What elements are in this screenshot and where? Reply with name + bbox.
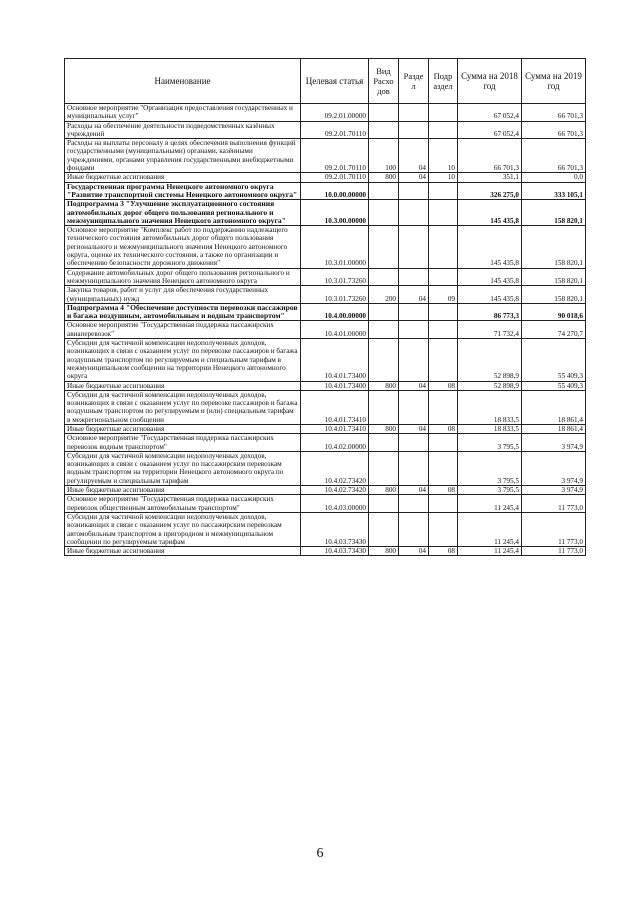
header-target-article: Целевая статья (301, 59, 369, 104)
row-target-article: 10.4.03.00000 (301, 495, 369, 513)
row-target-article: 10.4.03.73430 (301, 512, 369, 546)
row-expense-type: 800 (369, 547, 399, 556)
row-name: Закупка товаров, работ и услуг для обеспечения государственных (муниципальных) нужд (65, 286, 301, 304)
table-row (65, 200, 586, 226)
table-row (65, 495, 586, 513)
row-target-article: 10.4.01.73410 (301, 424, 369, 433)
row-sum-2018: 11 245,4 (458, 512, 522, 546)
row-section (399, 390, 429, 424)
row-expense-type: 800 (369, 424, 399, 433)
table-row (65, 139, 586, 173)
row-target-article: 10.0.00.00000 (301, 182, 369, 200)
row-subsection (429, 495, 458, 513)
row-sum-2018: 71 732,4 (458, 321, 522, 339)
row-subsection (429, 226, 458, 268)
row-section (399, 339, 429, 381)
row-sum-2019: 55 409,3 (522, 339, 586, 381)
row-sum-2018: 145 435,8 (458, 200, 522, 226)
row-expense-type (369, 200, 399, 226)
row-target-article: 10.4.03.73430 (301, 547, 369, 556)
row-section (399, 321, 429, 339)
row-subsection: 08 (429, 486, 458, 495)
table-row (65, 381, 586, 390)
row-sum-2018: 52 898,9 (458, 381, 522, 390)
row-subsection (429, 512, 458, 546)
row-sum-2018: 66 701,3 (458, 139, 522, 173)
row-sum-2019: 3 974,9 (522, 486, 586, 495)
row-name: Субсидии для частичной компенсации недополученных доходов, возникающих в связи с оказанием услуг по пассажирским перевозкам автомобильным транспортом в пригородном и межмуниципальном сообщении по регулируемым тарифам (65, 512, 301, 546)
row-section (399, 512, 429, 546)
row-sum-2019: 18 861,4 (522, 390, 586, 424)
row-section (399, 495, 429, 513)
row-section: 04 (399, 139, 429, 173)
row-expense-type: 800 (369, 381, 399, 390)
row-expense-type (369, 434, 399, 452)
row-name: Иные бюджетные ассигнования (65, 486, 301, 495)
row-sum-2019: 90 018,6 (522, 303, 586, 321)
row-target-article: 10.3.01.00000 (301, 226, 369, 268)
row-subsection (429, 200, 458, 226)
page-number: 6 (316, 846, 324, 861)
row-subsection (429, 339, 458, 381)
row-target-article: 10.4.01.00000 (301, 321, 369, 339)
row-subsection (429, 434, 458, 452)
table-row (65, 303, 586, 321)
row-sum-2019: 55 409,3 (522, 381, 586, 390)
row-section (399, 121, 429, 139)
row-sum-2018: 145 435,8 (458, 286, 522, 304)
row-section (399, 226, 429, 268)
row-expense-type: 800 (369, 486, 399, 495)
row-target-article: 09.2.01.70110 (301, 121, 369, 139)
table-row (65, 512, 586, 546)
row-expense-type (369, 226, 399, 268)
row-subsection (429, 303, 458, 321)
row-name: Субсидии для частичной компенсации недополученных доходов, возникающих в связи с оказанием услуг по перевозке пассажиров и багажа воздушным транспортом по регулируемым и (или) специальным тарифам в межрегиональном сообщении (65, 390, 301, 424)
row-name: Иные бюджетные ассигнования (65, 424, 301, 433)
row-target-article: 10.4.01.73400 (301, 339, 369, 381)
table-row (65, 182, 586, 200)
header-expense-type: Вид Расхо дов (369, 59, 399, 104)
row-subsection: 10 (429, 139, 458, 173)
row-name: Основное мероприятие "Комплекс работ по поддержанию надлежащего технического состояния автомобильных дорог общего пользования регионального и межмуниципального значения Ненецкого автономного округа, оценке их технического состояния, а также по организации и обеспечению безопасности дорожного движения" (65, 226, 301, 268)
table-row (65, 486, 586, 495)
row-name: Субсидии для частичной компенсации недополученных доходов, возникающих в связи с оказанием услуг по перевозке пассажиров и багажа воздушным транспортом по регулируемым и специальным тарифам в межмуниципальном сообщении на территории Ненецкого автономного округа (65, 339, 301, 381)
row-sum-2019: 333 105,1 (522, 182, 586, 200)
row-name: Государственная программа Ненецкого автономного округа "Развитие транспортной системы Ненецкого автономного округа" (65, 182, 301, 200)
row-target-article: 10.4.02.73420 (301, 486, 369, 495)
budget-table (64, 58, 586, 556)
row-sum-2019: 0,0 (522, 173, 586, 182)
row-target-article: 10.4.01.73400 (301, 381, 369, 390)
row-expense-type (369, 451, 399, 485)
table-row (65, 226, 586, 268)
table-row (65, 434, 586, 452)
row-name: Основное мероприятие "Организация предоставления государственных и муниципальных услуг" (65, 104, 301, 122)
table-row (65, 173, 586, 182)
row-name: Основное мероприятие "Государственная поддержка пассажирских перевозок водным транспортом" (65, 434, 301, 452)
header-subsection: Подр аздел (429, 59, 458, 104)
row-sum-2019: 158 820,1 (522, 268, 586, 286)
table-row (65, 424, 586, 433)
row-subsection: 08 (429, 547, 458, 556)
row-sum-2019: 66 701,3 (522, 139, 586, 173)
row-section (399, 303, 429, 321)
row-subsection (429, 121, 458, 139)
row-name: Расходы на выплаты персоналу в целях обеспечения выполнения функций государственными (муниципальными) органами, казёнными учреждениями, органами управления государственными внебюджетными фондами (65, 139, 301, 173)
row-sum-2019: 3 974,9 (522, 434, 586, 452)
row-name: Основное мероприятие "Государственная поддержка пассажирских авиаперевозок" (65, 321, 301, 339)
row-sum-2018: 18 833,5 (458, 424, 522, 433)
row-sum-2019: 74 270,7 (522, 321, 586, 339)
row-section: 04 (399, 486, 429, 495)
row-sum-2019: 11 773,0 (522, 495, 586, 513)
row-sum-2018: 67 052,4 (458, 121, 522, 139)
row-sum-2018: 145 435,8 (458, 226, 522, 268)
row-expense-type (369, 104, 399, 122)
row-section: 04 (399, 547, 429, 556)
header-name: Наименование (65, 59, 301, 104)
row-target-article: 09.2.01.70110 (301, 139, 369, 173)
row-name: Основное мероприятие "Государственная поддержка пассажирских перевозок общественным автомобильным транспортом" (65, 495, 301, 513)
row-target-article: 09.2.01.00000 (301, 104, 369, 122)
row-name: Иные бюджетные ассигнования (65, 381, 301, 390)
row-target-article: 09.2.01.70110 (301, 173, 369, 182)
row-section: 04 (399, 424, 429, 433)
row-sum-2019: 11 773,0 (522, 547, 586, 556)
table-row (65, 286, 586, 304)
row-section (399, 268, 429, 286)
row-section (399, 182, 429, 200)
row-sum-2018: 145 435,8 (458, 268, 522, 286)
row-section (399, 104, 429, 122)
table-row (65, 121, 586, 139)
row-section: 04 (399, 173, 429, 182)
row-section (399, 451, 429, 485)
row-name: Расходы на обеспечение деятельности подведомственных казённых учреждений (65, 121, 301, 139)
row-target-article: 10.4.02.00000 (301, 434, 369, 452)
header-section: Разде л (399, 59, 429, 104)
row-target-article: 10.3.01.73260 (301, 268, 369, 286)
row-sum-2019: 158 820,1 (522, 226, 586, 268)
row-sum-2019: 66 701,3 (522, 121, 586, 139)
row-sum-2018: 52 898,9 (458, 339, 522, 381)
table-row (65, 104, 586, 122)
row-subsection (429, 104, 458, 122)
row-sum-2018: 3 795,5 (458, 451, 522, 485)
row-sum-2018: 351,1 (458, 173, 522, 182)
row-subsection (429, 182, 458, 200)
row-sum-2018: 11 245,4 (458, 495, 522, 513)
table-row (65, 321, 586, 339)
table-row (65, 547, 586, 556)
row-expense-type (369, 512, 399, 546)
row-expense-type (369, 390, 399, 424)
row-expense-type (369, 121, 399, 139)
row-subsection: 08 (429, 424, 458, 433)
row-subsection: 09 (429, 286, 458, 304)
row-target-article: 10.3.01.73260 (301, 286, 369, 304)
row-sum-2018: 11 245,4 (458, 547, 522, 556)
row-sum-2018: 3 795,5 (458, 486, 522, 495)
row-name: Подпрограмма 4 "Обеспечение доступности перевозки пассажиров и багажа воздушным, автомобильным и водным транспортом" (65, 303, 301, 321)
row-sum-2018: 3 795,5 (458, 434, 522, 452)
row-subsection (429, 321, 458, 339)
row-sum-2019: 18 861,4 (522, 424, 586, 433)
row-subsection (429, 451, 458, 485)
header-sum-2019: Сумма на 2019 год (522, 59, 586, 104)
row-sum-2018: 86 773,3 (458, 303, 522, 321)
row-expense-type: 100 (369, 139, 399, 173)
row-subsection: 10 (429, 173, 458, 182)
row-sum-2019: 66 701,3 (522, 104, 586, 122)
table-row (65, 268, 586, 286)
table-row (65, 390, 586, 424)
row-name: Иные бюджетные ассигнования (65, 547, 301, 556)
row-name: Подпрограмма 3 "Улучшение эксплуатационного состояния автомобильных дорог общего пользования регионального и межмуниципального значения Ненецкого автономного округа" (65, 200, 301, 226)
row-expense-type (369, 268, 399, 286)
row-sum-2018: 67 052,4 (458, 104, 522, 122)
row-expense-type (369, 182, 399, 200)
row-name: Содержание автомобильных дорог общего пользования регионального и межмуниципального значения Ненецкого автономного округа (65, 268, 301, 286)
row-sum-2018: 18 833,5 (458, 390, 522, 424)
row-sum-2019: 3 974,9 (522, 451, 586, 485)
row-target-article: 10.4.01.73410 (301, 390, 369, 424)
table-header-row (65, 59, 586, 104)
row-expense-type: 200 (369, 286, 399, 304)
row-target-article: 10.4.00.00000 (301, 303, 369, 321)
row-section: 04 (399, 286, 429, 304)
row-sum-2019: 158 820,1 (522, 200, 586, 226)
row-section: 04 (399, 381, 429, 390)
row-subsection: 08 (429, 381, 458, 390)
row-expense-type (369, 321, 399, 339)
row-section (399, 434, 429, 452)
row-sum-2019: 158 820,1 (522, 286, 586, 304)
table-row (65, 451, 586, 485)
row-subsection (429, 390, 458, 424)
row-expense-type (369, 339, 399, 381)
row-expense-type (369, 495, 399, 513)
row-expense-type: 800 (369, 173, 399, 182)
header-sum-2018: Сумма на 2018 год (458, 59, 522, 104)
row-name: Иные бюджетные ассигнования (65, 173, 301, 182)
row-sum-2018: 326 275,0 (458, 182, 522, 200)
row-target-article: 10.3.00.00000 (301, 200, 369, 226)
row-sum-2019: 11 773,0 (522, 512, 586, 546)
row-name: Субсидии для частичной компенсации недополученных доходов, возникающих в связи с оказанием услуг по пассажирским перевозкам водным транспортом на территории Ненецкого автономного округа по регулируемым и специальным тарифам (65, 451, 301, 485)
table-row (65, 339, 586, 381)
row-target-article: 10.4.02.73420 (301, 451, 369, 485)
row-expense-type (369, 303, 399, 321)
row-subsection (429, 268, 458, 286)
row-section (399, 200, 429, 226)
